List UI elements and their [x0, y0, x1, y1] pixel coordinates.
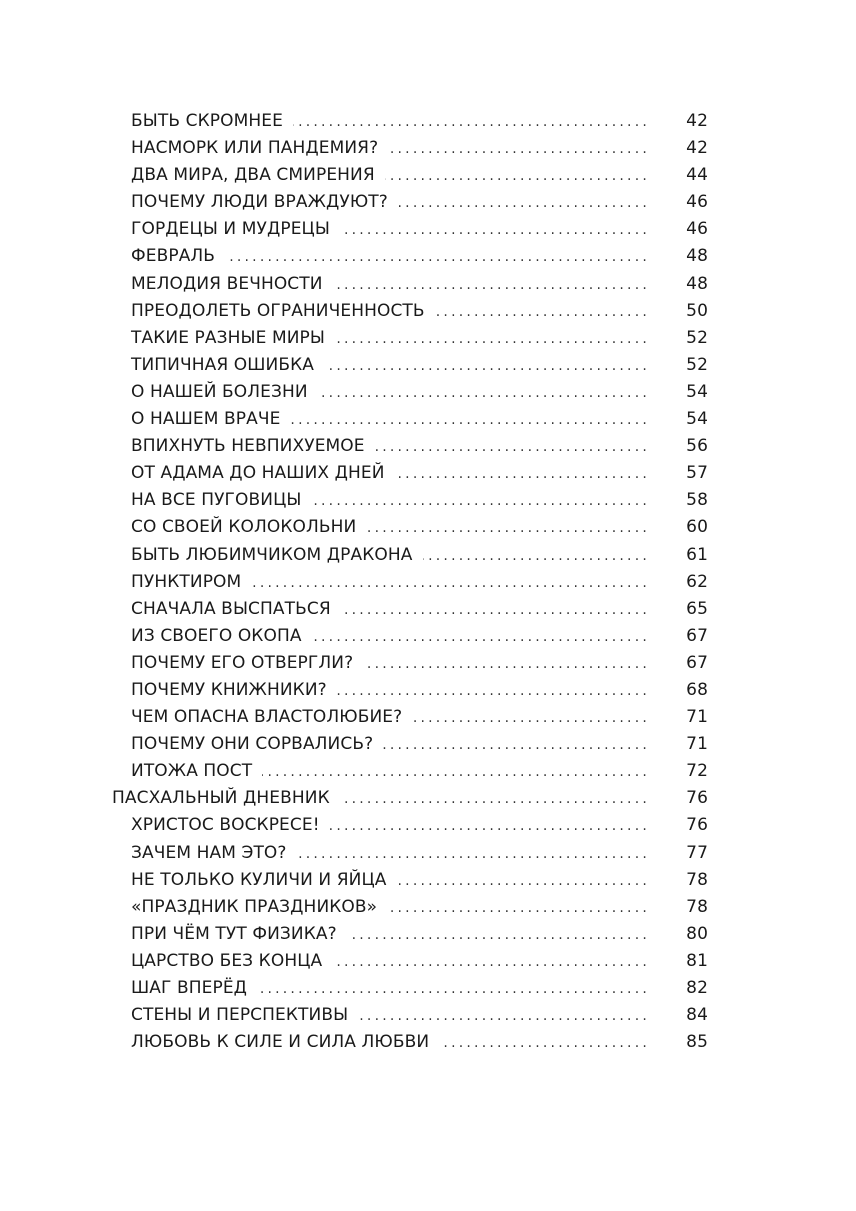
dot-leader — [297, 841, 650, 868]
dot-leader — [312, 624, 650, 651]
toc-entry-title: ХРИСТОС ВОСКРЕСЕ! — [131, 815, 320, 836]
toc-entry-page-number: 56 — [686, 436, 708, 457]
toc-entry — [112, 975, 708, 1002]
dot-leader — [311, 488, 650, 515]
toc-entry — [112, 569, 708, 596]
dot-leader — [383, 732, 650, 759]
toc-entry-title: СО СВОЕЙ КОЛОКОЛЬНИ — [131, 517, 357, 538]
dot-leader — [330, 813, 650, 840]
dot-leader — [333, 272, 650, 299]
toc-entry — [112, 542, 708, 569]
dot-leader — [387, 895, 650, 922]
toc-entry-page-number: 54 — [686, 381, 708, 402]
toc-entry-page-number: 46 — [686, 219, 708, 240]
toc-entry-title: БЫТЬ СКРОМНЕЕ — [131, 111, 283, 131]
toc-entry-title: ВПИХНУТЬ НЕВПИХУЕМОЕ — [131, 436, 365, 457]
toc-entry — [112, 1029, 708, 1056]
dot-leader — [337, 678, 650, 705]
toc-entry-page-number: 78 — [686, 896, 708, 917]
toc-entry-page-number: 77 — [686, 842, 708, 863]
dot-leader — [290, 407, 650, 434]
toc-entry-page-number: 76 — [686, 815, 708, 836]
toc-entry-page-number: 52 — [686, 354, 708, 375]
dot-leader — [347, 922, 650, 949]
toc-entry-page-number: 78 — [686, 869, 708, 890]
toc-entry — [112, 623, 708, 650]
toc-entry-title: ПОЧЕМУ КНИЖНИКИ? — [131, 679, 327, 700]
toc-entry — [112, 406, 708, 433]
dot-leader — [439, 1030, 650, 1057]
dot-leader — [388, 136, 650, 163]
toc-entry — [112, 379, 708, 406]
toc-entry-page-number: 52 — [686, 327, 708, 348]
toc-entry-page-number: 85 — [686, 1032, 708, 1053]
toc-entry-title: ЛЮБОВЬ К СИЛЕ И СИЛА ЛЮБВИ — [131, 1032, 430, 1053]
toc-entry-page-number: 44 — [686, 165, 708, 186]
toc-entry-title: ПРИ ЧЁМ ТУТ ФИЗИКА? — [131, 923, 337, 944]
toc-entry — [112, 758, 708, 785]
toc-entry-page-number: 82 — [686, 978, 708, 998]
dot-leader — [412, 705, 650, 732]
toc-entry — [112, 812, 708, 839]
toc-entry-title: ПОЧЕМУ ЛЮДИ ВРАЖДУЮТ? — [131, 192, 388, 213]
toc-entry-page-number: 67 — [686, 652, 708, 673]
dot-leader — [293, 109, 650, 136]
toc-entry-title: БЫТЬ ЛЮБИМЧИКОМ ДРАКОНА — [131, 544, 413, 565]
dot-leader — [318, 380, 650, 407]
toc-entry-title: ЦАРСТВО БЕЗ КОНЦА — [131, 950, 323, 971]
toc-entry-title: ПРЕОДОЛЕТЬ ОГРАНИЧЕННОСТЬ — [131, 300, 425, 321]
toc-entry-title: ИТОЖА ПОСТ — [131, 761, 253, 782]
toc-entry — [112, 135, 708, 162]
toc-entry-page-number: 46 — [686, 192, 708, 213]
toc-entry-title: ИЗ СВОЕГО ОКОПА — [131, 625, 302, 646]
toc-entry-page-number: 42 — [686, 138, 708, 159]
dot-leader — [225, 244, 650, 271]
toc-entry-page-number: 71 — [686, 734, 708, 755]
dot-leader — [262, 759, 650, 786]
toc-entry-page-number: 61 — [686, 544, 708, 565]
toc-entry-page-number: 68 — [686, 679, 708, 700]
toc-entry-page-number: 57 — [686, 463, 708, 484]
toc-section-entry — [112, 785, 708, 812]
toc-entry-title: ЧЕМ ОПАСНА ВЛАСТОЛЮБИЕ? — [131, 707, 403, 728]
toc-entry — [112, 921, 708, 948]
toc-entry — [112, 460, 708, 487]
table-of-contents — [112, 108, 708, 1056]
toc-entry-title: СНАЧАЛА ВЫСПАТЬСЯ — [131, 598, 331, 619]
dot-leader — [396, 868, 650, 895]
toc-entry — [112, 352, 708, 379]
toc-entry-page-number: 54 — [686, 409, 708, 430]
toc-entry-title: ФЕВРАЛЬ — [131, 246, 216, 267]
toc-entry — [112, 325, 708, 352]
toc-entry — [112, 1002, 708, 1029]
toc-entry — [112, 433, 708, 460]
toc-entry — [112, 704, 708, 731]
dot-leader — [366, 515, 650, 542]
dot-leader — [358, 1003, 650, 1030]
toc-entry-title: ШАГ ВПЕРЁД — [131, 978, 248, 998]
toc-entry — [112, 840, 708, 867]
toc-entry-page-number: 58 — [686, 490, 708, 511]
toc-entry — [112, 243, 708, 270]
dot-leader — [423, 543, 650, 570]
toc-entry-title: О НАШЕЙ БОЛЕЗНИ — [131, 381, 308, 402]
toc-entry — [112, 894, 708, 921]
dot-leader — [385, 163, 650, 190]
dot-leader — [251, 570, 650, 597]
toc-entry — [112, 514, 708, 541]
toc-entry — [112, 731, 708, 758]
dot-leader — [395, 461, 650, 488]
toc-entry-title: ПОЧЕМУ ЕГО ОТВЕРГЛИ? — [131, 652, 354, 673]
dot-leader — [324, 353, 650, 380]
toc-entry-page-number: 62 — [686, 571, 708, 592]
dot-leader — [332, 949, 650, 976]
dot-leader — [341, 597, 650, 624]
toc-entry-title: ОТ АДАМА ДО НАШИХ ДНЕЙ — [131, 463, 385, 484]
toc-entry — [112, 298, 708, 325]
toc-entry-title: ДВА МИРА, ДВА СМИРЕНИЯ — [131, 165, 375, 186]
toc-entry-title: О НАШЕМ ВРАЧЕ — [131, 409, 281, 430]
dot-leader — [435, 299, 650, 326]
toc-entry-title: ГОРДЕЦЫ И МУДРЕЦЫ — [131, 219, 330, 240]
toc-entry-page-number: 81 — [686, 950, 708, 971]
toc-entry — [112, 216, 708, 243]
toc-entry — [112, 487, 708, 514]
dot-leader — [335, 326, 650, 353]
toc-entry-page-number: 48 — [686, 246, 708, 267]
toc-entry-title: МЕЛОДИЯ ВЕЧНОСТИ — [131, 273, 323, 294]
toc-entry-title: ТАКИЕ РАЗНЫЕ МИРЫ — [131, 327, 325, 348]
dot-leader — [257, 976, 650, 1003]
toc-entry — [112, 271, 708, 298]
toc-entry-title: НЕ ТОЛЬКО КУЛИЧИ И ЯЙЦА — [131, 869, 387, 890]
toc-entry-title: «ПРАЗДНИК ПРАЗДНИКОВ» — [131, 896, 378, 917]
toc-entry-page-number: 80 — [686, 923, 708, 944]
dot-leader — [340, 217, 650, 244]
toc-entry — [112, 948, 708, 975]
toc-entry-page-number: 72 — [686, 761, 708, 782]
toc-entry — [112, 677, 708, 704]
toc-entry-title: НА ВСЕ ПУГОВИЦЫ — [131, 490, 302, 511]
toc-entry-page-number: 67 — [686, 625, 708, 646]
toc-entry-page-number: 50 — [686, 300, 708, 321]
dot-leader — [340, 786, 650, 813]
toc-entry — [112, 189, 708, 216]
toc-entry-page-number: 76 — [686, 788, 708, 809]
toc-entry-page-number: 42 — [686, 111, 708, 131]
dot-leader — [375, 434, 650, 461]
dot-leader — [363, 651, 650, 678]
toc-entry — [112, 596, 708, 623]
toc-entry-page-number: 71 — [686, 707, 708, 728]
toc-entry — [112, 108, 708, 135]
toc-entry-title: ТИПИЧНАЯ ОШИБКА — [131, 354, 315, 375]
toc-entry-page-number: 60 — [686, 517, 708, 538]
toc-entry-title: ПОЧЕМУ ОНИ СОРВАЛИСЬ? — [131, 734, 374, 755]
toc-entry — [112, 867, 708, 894]
toc-entry-page-number: 84 — [686, 1005, 708, 1026]
toc-entry-title: ПАСХАЛЬНЫЙ ДНЕВНИК — [112, 788, 330, 809]
toc-entry-title: ПУНКТИРОМ — [131, 571, 242, 592]
dot-leader — [398, 190, 650, 217]
toc-entry-title: НАСМОРК ИЛИ ПАНДЕМИЯ? — [131, 138, 379, 159]
toc-entry-page-number: 48 — [686, 273, 708, 294]
toc-entry-page-number: 65 — [686, 598, 708, 619]
toc-entry — [112, 650, 708, 677]
toc-entry-title: ЗАЧЕМ НАМ ЭТО? — [131, 842, 287, 863]
toc-entry — [112, 162, 708, 189]
toc-entry-title: СТЕНЫ И ПЕРСПЕКТИВЫ — [131, 1005, 349, 1026]
